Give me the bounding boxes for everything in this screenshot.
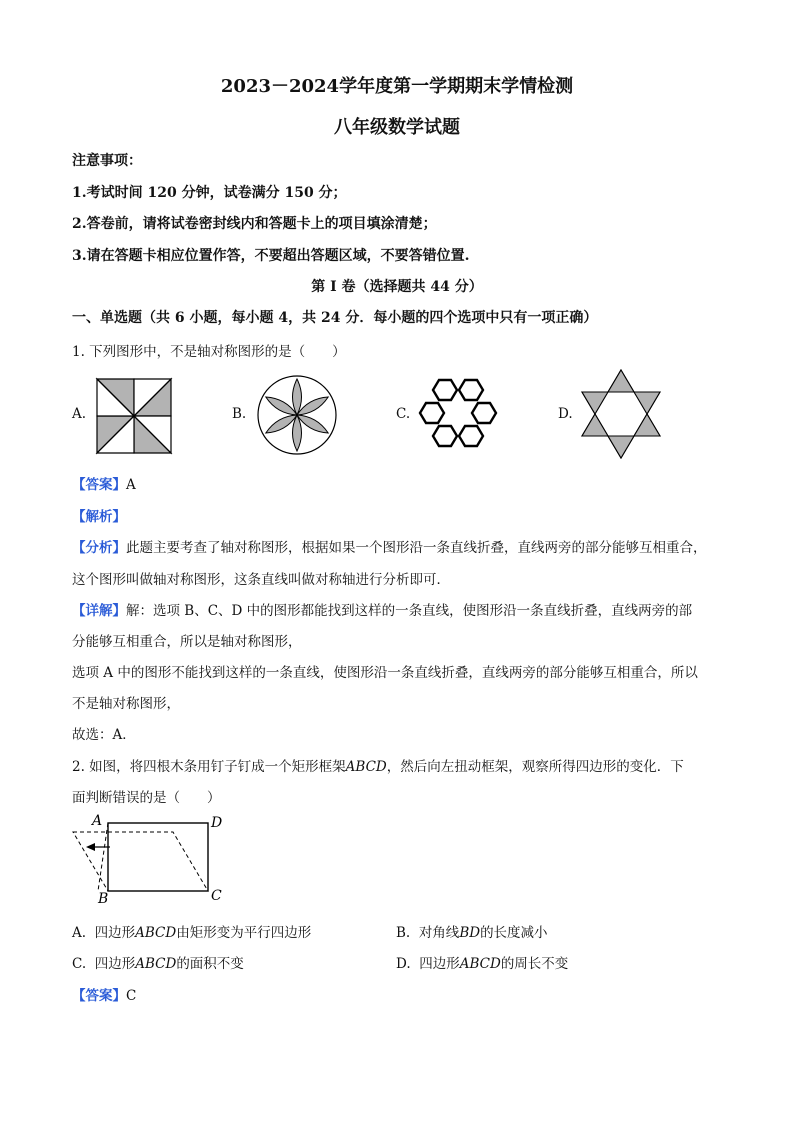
- xiangjie-tag: 【详解】: [72, 603, 126, 619]
- q1-option-b-label: B.: [232, 406, 247, 422]
- q1-xiangjie-line-4: 不是轴对称图形，: [72, 696, 180, 712]
- q1-star-figure: [580, 368, 662, 460]
- vertex-label-c: C: [211, 888, 222, 904]
- q2-stem-var: ABCD: [345, 759, 387, 775]
- answer-tag: 【答案】: [72, 477, 126, 493]
- q1-hexagon-ring-figure: [416, 376, 500, 450]
- q1-answer-line: [72, 473, 136, 493]
- notice-heading: 注意事项：: [72, 153, 142, 169]
- q2-option-b: B. 对角线BD的长度减小: [396, 925, 548, 941]
- xiangjie-text-1: 解：选项 B、C、D 中的图形都能找到这样的一条直线，使图形沿一条直线折叠，直线两旁的部: [126, 603, 693, 619]
- answer-value: C: [126, 988, 137, 1004]
- notice-item-3: 3.请在答题卡相应位置作答，不要超出答题区域，不要答错位置.: [72, 248, 470, 264]
- q2-stem-line-1: [72, 755, 684, 775]
- section-heading: 一、单选题（共 6 小题，每小题 4，共 24 分．每小题的四个选项中只有一项正确）: [72, 310, 598, 326]
- page-title: 2023－2024学年度第一学期期末学情检测: [220, 76, 574, 97]
- q1-conclusion: 故选：A．: [72, 727, 136, 743]
- q1-option-c-label: C.: [396, 406, 411, 422]
- notice-item-1: 1.考试时间 120 分钟，试卷满分 150 分；: [72, 185, 347, 201]
- q1-fenxi-line-1: [72, 536, 707, 556]
- q1-option-a-label: A.: [72, 406, 87, 422]
- q2-option-a: A. 四边形ABCD由矩形变为平行四边形: [72, 925, 312, 941]
- fenxi-text-1: 此题主要考查了轴对称图形，根据如果一个图形沿一条直线折叠，直线两旁的部分能够互相重合，: [126, 540, 707, 556]
- q1-analysis-tag: [72, 505, 126, 525]
- q2-stem-line-2: 面判断错误的是（ ）: [72, 790, 221, 806]
- q1-xiangjie-line-3: 选项 A 中的图形不能找到这样的一条直线，使图形沿一条直线折叠，直线两旁的部分能够互相重合，所以: [72, 665, 698, 681]
- part-heading: 第 Ⅰ 卷（选择题共 44 分）: [311, 279, 483, 295]
- fenxi-tag: 【分析】: [72, 540, 126, 556]
- q1-xiangjie-line-2: 分能够互相重合，所以是轴对称图形，: [72, 634, 302, 650]
- q1-xiangjie-line-1: [72, 599, 692, 619]
- q2-stem-a: 2. 如图，将四根木条用钉子钉成一个矩形框架: [72, 759, 346, 775]
- q2-option-c: C. 四边形ABCD的面积不变: [72, 956, 244, 972]
- q2-option-d: D. 四边形ABCD的周长不变: [396, 956, 569, 972]
- q2-stem-b: ，然后向左扭动框架，观察所得四边形的变化．下: [386, 759, 684, 775]
- analysis-tag: 【解析】: [72, 509, 126, 525]
- q1-flower-figure: [256, 374, 338, 456]
- q1-pinwheel-figure: [92, 374, 176, 458]
- q2-rectangle-frame-figure: [68, 812, 238, 907]
- answer-value: A: [126, 477, 136, 493]
- q1-option-d-label: D.: [558, 406, 573, 422]
- notice-item-2: 2.答卷前，请将试卷密封线内和答题卡上的项目填涂清楚；: [72, 216, 437, 232]
- answer-tag: 【答案】: [72, 988, 126, 1004]
- vertex-label-b: B: [98, 891, 109, 907]
- page-subtitle: 八年级数学试题: [334, 117, 460, 138]
- q2-answer-line: [72, 984, 136, 1004]
- vertex-label-d: D: [211, 815, 223, 831]
- q1-fenxi-line-2: 这个图形叫做轴对称图形，这条直线叫做对称轴进行分析即可．: [72, 572, 450, 588]
- vertex-label-a: A: [92, 813, 103, 829]
- q1-stem: 1. 下列图形中，不是轴对称图形的是（ ）: [72, 344, 346, 360]
